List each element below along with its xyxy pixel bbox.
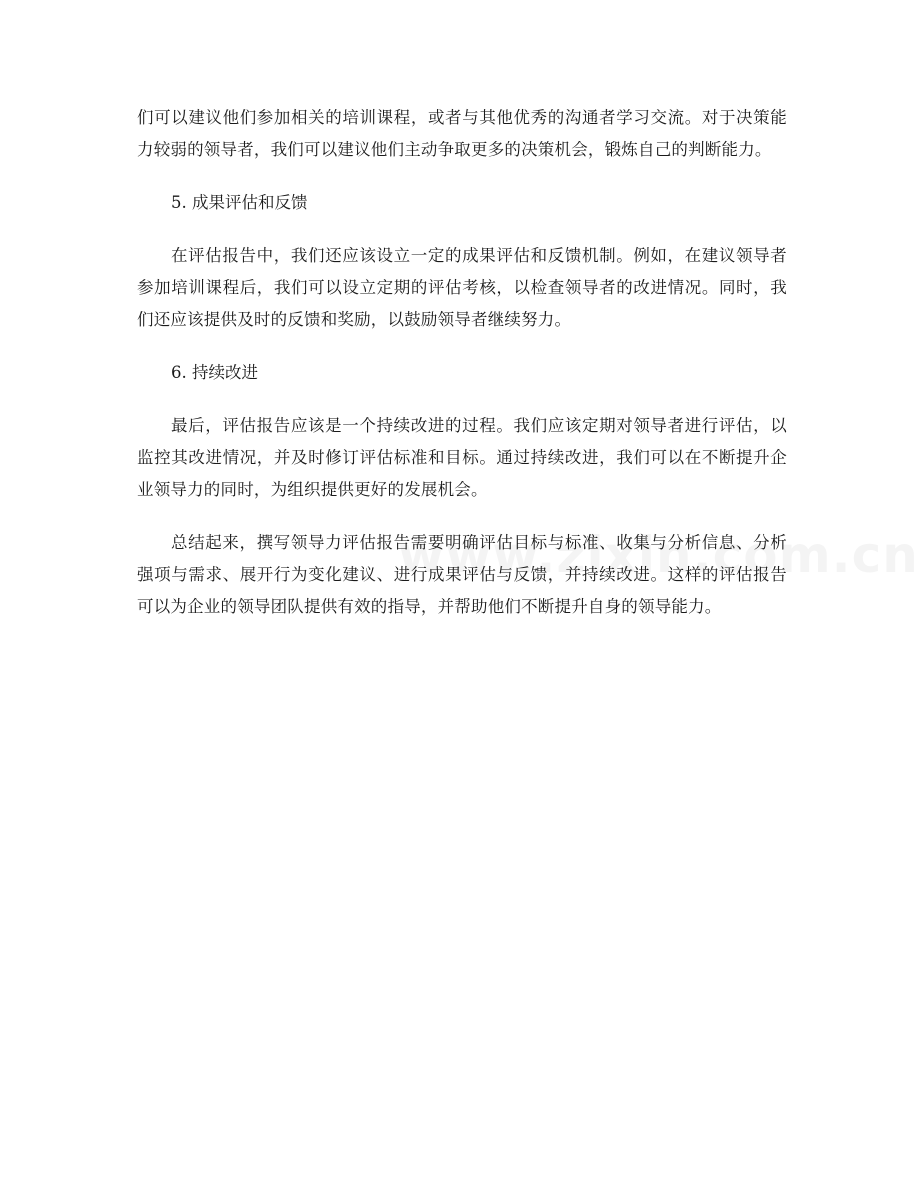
paragraph-evaluation-feedback: 在评估报告中，我们还应该设立一定的成果评估和反馈机制。例如，在建议领导者参加培训课程后，我们可以设立定期的评估考核，以检查领导者的改进情况。同时，我们还应该提供及时的反馈和奖励，以鼓励领导者继续努力。 (137, 246, 787, 329)
paragraph-continuous-improvement: 最后，评估报告应该是一个持续改进的过程。我们应该定期对领导者进行评估，以监控其改进情况，并及时修订评估标准和目标。通过持续改进，我们可以在不断提升企业领导力的同时，为组织提供更好的发展机会。 (137, 416, 787, 499)
spacer (137, 336, 787, 357)
spacer (137, 389, 787, 410)
spacer (137, 506, 787, 527)
document-body (137, 102, 787, 623)
section-heading-6: 6. 持续改进 (171, 363, 258, 382)
spacer (137, 166, 787, 187)
spacer (137, 219, 787, 240)
paragraph-summary: 总结起来，撰写领导力评估报告需要明确评估目标与标准、收集与分析信息、分析强项与需求、展开行为变化建议、进行成果评估与反馈，并持续改进。这样的评估报告可以为企业的领导团队提供有效的指导，并帮助他们不断提升自身的领导能力。 (137, 533, 787, 616)
paragraph-continued: 们可以建议他们参加相关的培训课程，或者与其他优秀的沟通者学习交流。对于决策能力较弱的领导者，我们可以建议他们主动争取更多的决策机会，锻炼自己的判断能力。 (137, 108, 787, 159)
section-heading-5: 5. 成果评估和反馈 (171, 193, 308, 212)
